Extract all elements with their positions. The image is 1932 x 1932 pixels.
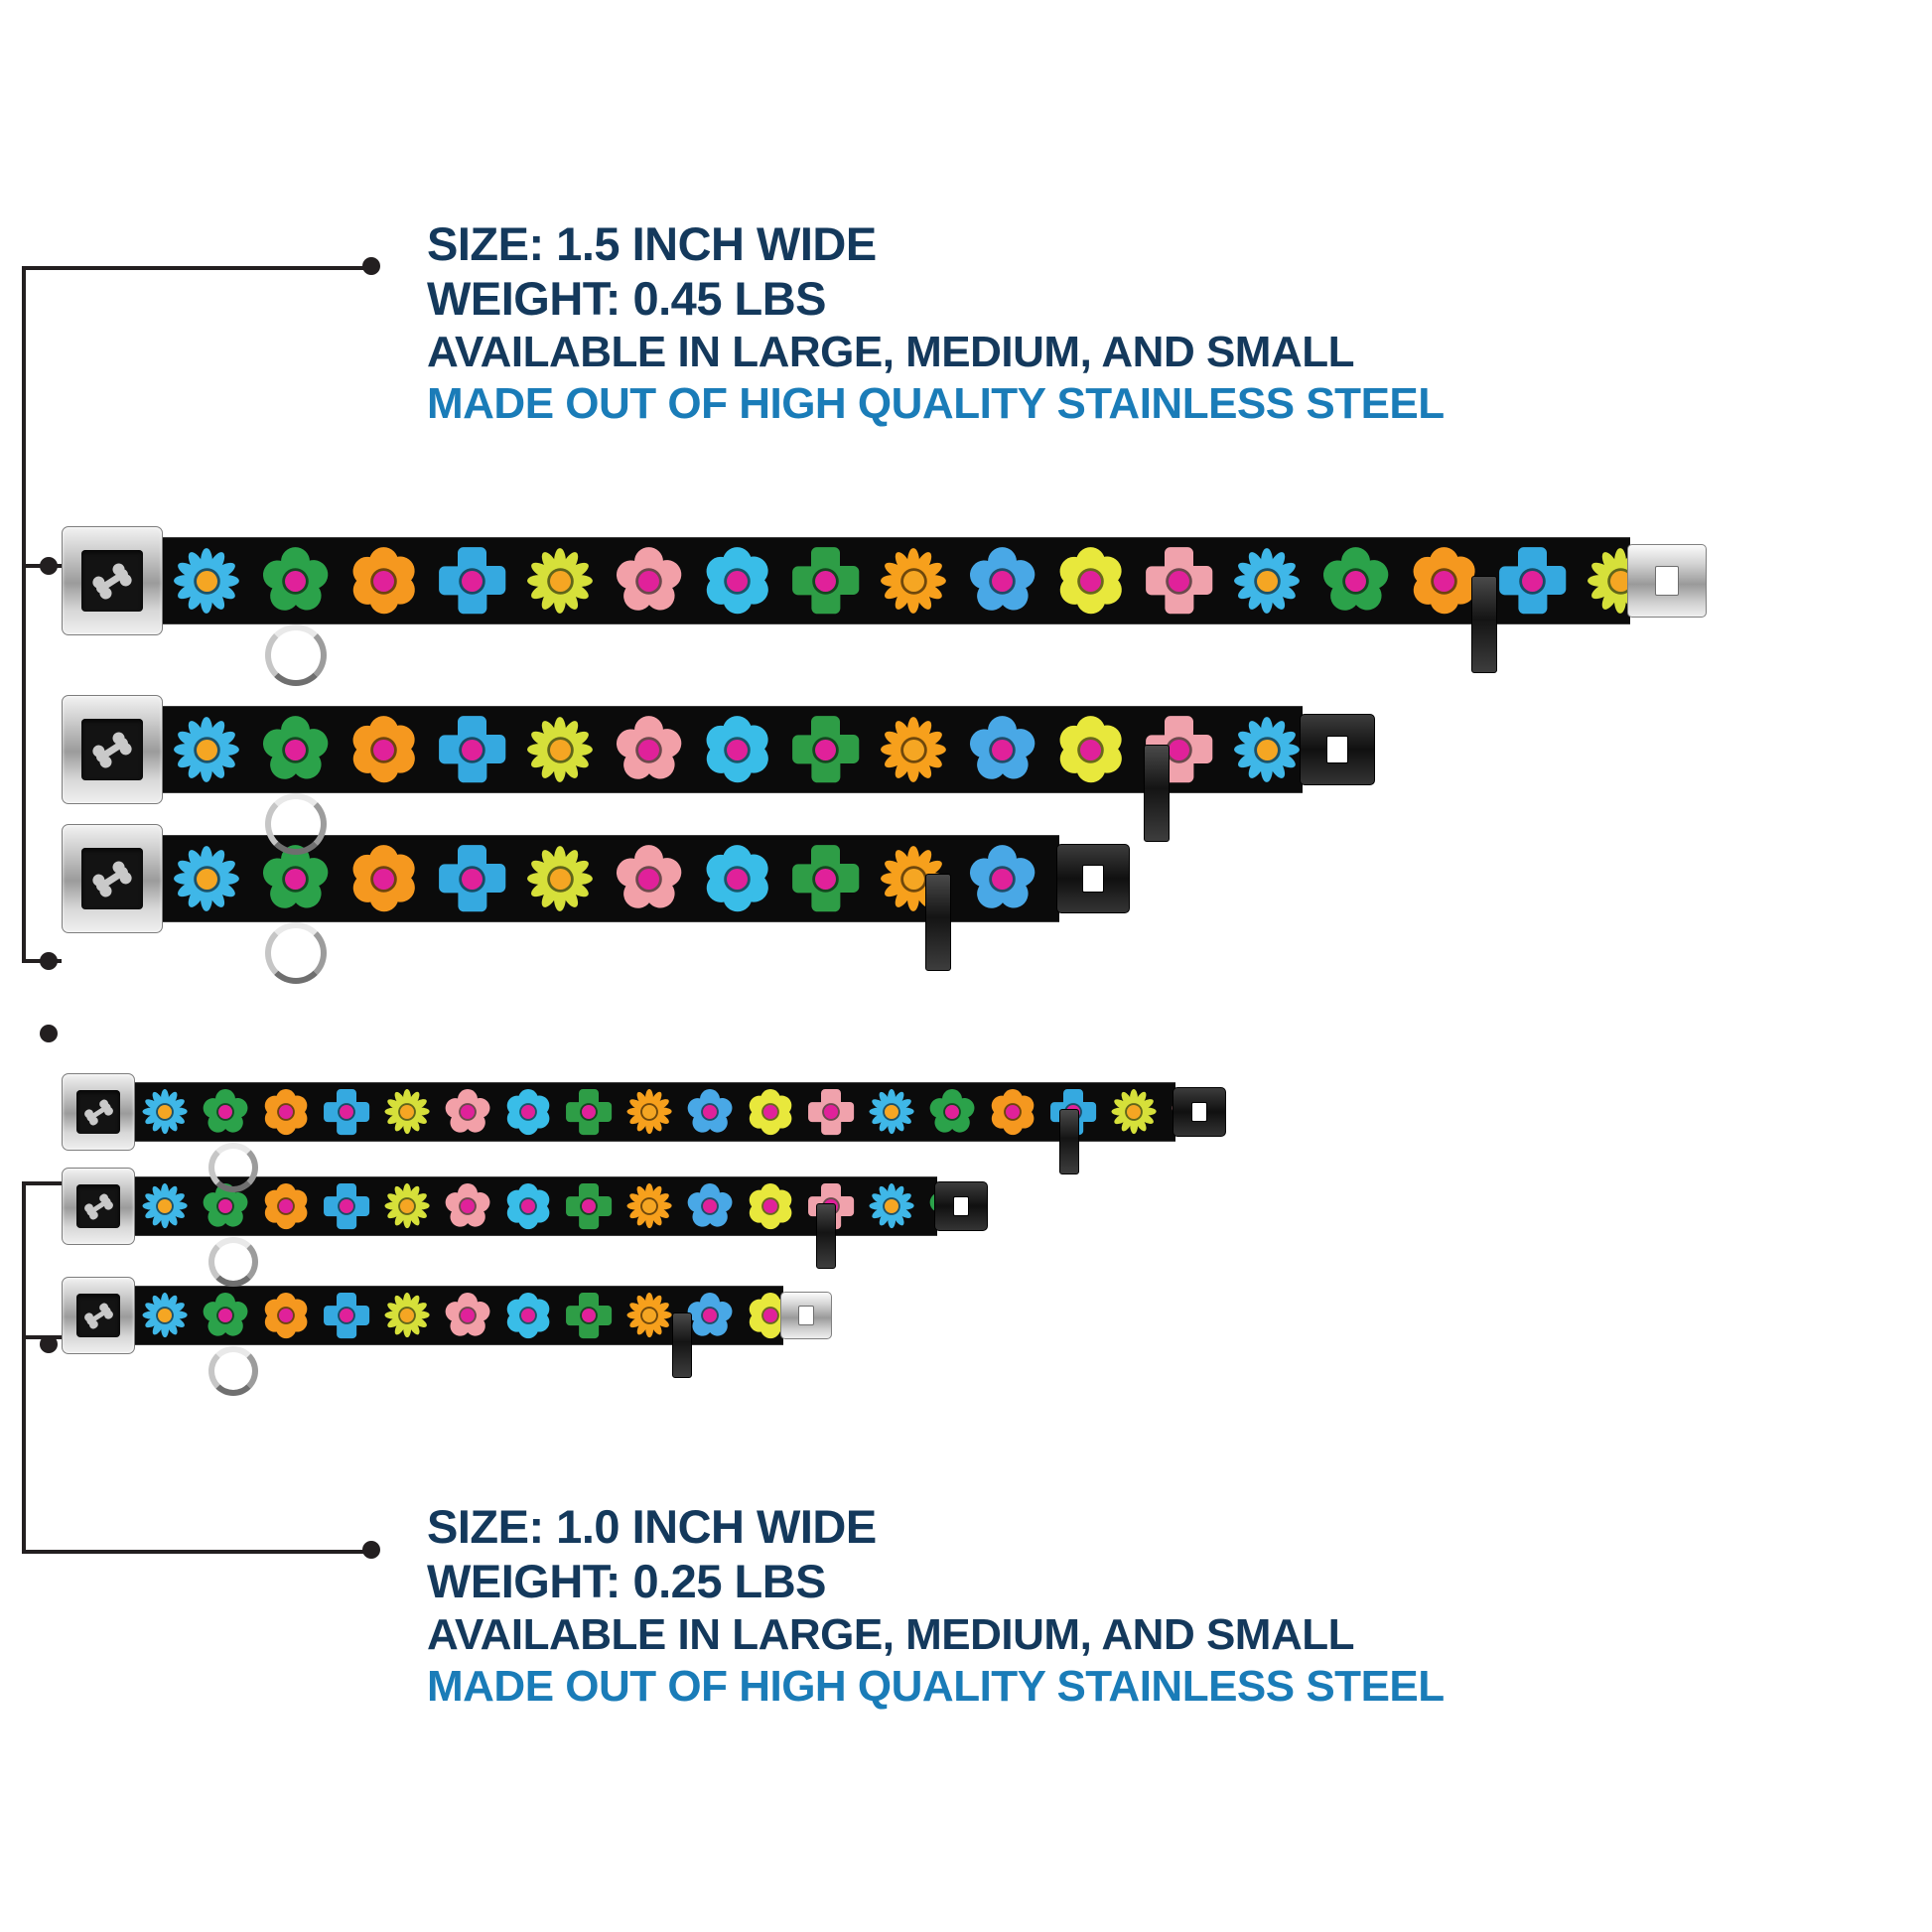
flower-motif	[565, 1182, 613, 1230]
flower-motif	[504, 1292, 552, 1339]
flower-motif	[262, 1088, 310, 1136]
leader-dot-large-10	[40, 1025, 58, 1042]
flower-motif	[1409, 546, 1478, 616]
flower-motif	[625, 1182, 673, 1230]
flower-motif	[702, 715, 771, 784]
flower-motif	[1320, 546, 1390, 616]
flower-motif	[172, 715, 241, 784]
flower-motif	[260, 715, 330, 784]
flower-motif	[383, 1182, 431, 1230]
spec-weight-label: WEIGHT: 0.45 LBS	[427, 272, 827, 326]
leader-dot-bottom-callout	[362, 1541, 380, 1559]
tongue[interactable]	[1300, 714, 1375, 785]
flower-motif	[747, 1182, 794, 1230]
flower-motif	[323, 1292, 370, 1339]
flower-motif	[262, 1182, 310, 1230]
keeper-slider[interactable]	[1059, 1109, 1079, 1174]
spec-block-large	[427, 216, 1445, 430]
leader-dot-small-15	[40, 952, 58, 970]
flower-motif	[1110, 1088, 1158, 1136]
flower-motif	[348, 546, 418, 616]
keeper-slider[interactable]	[816, 1203, 836, 1269]
flower-motif	[565, 1088, 613, 1136]
spec-material-label: MADE OUT OF HIGH QUALITY STAINLESS STEEL	[427, 1661, 1445, 1711]
buckle[interactable]	[62, 1073, 135, 1151]
flower-motif	[747, 1292, 783, 1339]
flower-motif	[989, 1088, 1036, 1136]
d-ring[interactable]	[208, 1143, 258, 1192]
flower-motif	[879, 715, 948, 784]
flower-motif	[614, 546, 683, 616]
buckle[interactable]	[62, 824, 163, 933]
tongue[interactable]	[1056, 844, 1130, 913]
flower-motif	[1055, 715, 1125, 784]
flower-motif	[437, 546, 506, 616]
bone-icon	[99, 869, 125, 889]
tongue[interactable]	[934, 1181, 988, 1231]
flower-motif	[807, 1088, 855, 1136]
spec-availability-label: AVAILABLE IN LARGE, MEDIUM, AND SMALL	[427, 1609, 1354, 1659]
flower-motif	[172, 546, 241, 616]
flower-motif	[323, 1182, 370, 1230]
flower-motif	[141, 1088, 189, 1136]
flower-motif	[525, 546, 595, 616]
leader-tick-small-10	[22, 1335, 62, 1339]
strap	[161, 706, 1303, 793]
spec-availability-label: AVAILABLE IN LARGE, MEDIUM, AND SMALL	[427, 327, 1354, 376]
flower-motif	[747, 1088, 794, 1136]
leader-dot-top-callout	[362, 257, 380, 275]
flower-motif	[614, 715, 683, 784]
tongue[interactable]	[1627, 544, 1707, 618]
flower-motif	[967, 546, 1036, 616]
flower-motif	[686, 1182, 734, 1230]
flower-motif	[437, 715, 506, 784]
keeper-slider[interactable]	[1144, 745, 1170, 842]
buckle[interactable]	[62, 1277, 135, 1354]
flower-motif	[565, 1292, 613, 1339]
flower-motif	[202, 1088, 249, 1136]
buckle-window	[81, 719, 143, 780]
flower-pattern	[161, 538, 1630, 623]
strap	[133, 1082, 1175, 1142]
flower-motif	[437, 844, 506, 913]
flower-motif	[868, 1088, 915, 1136]
flower-motif	[383, 1292, 431, 1339]
leader-line-vertical-bottom	[22, 1181, 26, 1554]
bone-icon	[99, 740, 125, 759]
bone-icon	[89, 1309, 108, 1323]
tongue-slot	[1191, 1102, 1207, 1122]
flower-motif	[790, 546, 860, 616]
flower-motif	[790, 844, 860, 913]
buckle-window	[76, 1090, 120, 1134]
strap	[161, 537, 1630, 624]
flower-motif	[141, 1182, 189, 1230]
spec-weight-label: WEIGHT: 0.25 LBS	[427, 1555, 827, 1608]
flower-motif	[928, 1088, 976, 1136]
d-ring[interactable]	[265, 624, 327, 686]
leader-tick-medium-10	[22, 1181, 62, 1185]
bone-icon	[89, 1199, 108, 1214]
flower-motif	[383, 1088, 431, 1136]
tongue-slot	[1082, 865, 1104, 893]
flower-motif	[879, 546, 948, 616]
tongue-slot	[953, 1196, 969, 1216]
spec-size-label: SIZE: 1.0 INCH WIDE	[427, 1500, 877, 1553]
leader-line-horizontal-bottom	[22, 1550, 369, 1554]
flower-motif	[1232, 546, 1302, 616]
flower-motif	[967, 844, 1036, 913]
flower-motif	[702, 546, 771, 616]
flower-motif	[323, 1088, 370, 1136]
flower-pattern	[133, 1083, 1175, 1141]
flower-motif	[172, 844, 241, 913]
spec-size-label: SIZE: 1.5 INCH WIDE	[427, 217, 877, 270]
flower-motif	[868, 1182, 915, 1230]
flower-motif	[444, 1088, 491, 1136]
flower-motif	[262, 1292, 310, 1339]
tongue[interactable]	[780, 1292, 832, 1339]
buckle-window	[81, 848, 143, 909]
buckle[interactable]	[62, 695, 163, 804]
flower-motif	[348, 715, 418, 784]
tongue-slot	[1655, 566, 1679, 596]
flower-motif	[348, 844, 418, 913]
tongue-slot	[798, 1306, 814, 1325]
flower-motif	[504, 1088, 552, 1136]
flower-motif	[790, 715, 860, 784]
flower-motif	[625, 1292, 673, 1339]
flower-motif	[686, 1292, 734, 1339]
flower-motif	[625, 1088, 673, 1136]
flower-motif	[504, 1182, 552, 1230]
keeper-slider[interactable]	[1471, 576, 1497, 673]
leader-line-horizontal-top	[22, 266, 369, 270]
d-ring[interactable]	[265, 922, 327, 984]
spec-material-label: MADE OUT OF HIGH QUALITY STAINLESS STEEL	[427, 378, 1445, 428]
keeper-slider[interactable]	[925, 874, 951, 971]
flower-motif	[967, 715, 1036, 784]
flower-motif	[1144, 546, 1213, 616]
flower-motif	[686, 1088, 734, 1136]
flower-pattern	[161, 707, 1303, 792]
buckle-window	[76, 1294, 120, 1337]
buckle-window	[76, 1184, 120, 1228]
flower-motif	[260, 546, 330, 616]
buckle[interactable]	[62, 1168, 135, 1245]
tongue-slot	[1326, 736, 1348, 763]
flower-motif	[614, 844, 683, 913]
spec-block-small	[427, 1499, 1445, 1713]
d-ring[interactable]	[265, 793, 327, 855]
flower-motif	[1232, 715, 1302, 784]
flower-motif	[702, 844, 771, 913]
keeper-slider[interactable]	[672, 1312, 692, 1378]
buckle[interactable]	[62, 526, 163, 635]
tongue[interactable]	[1173, 1087, 1226, 1137]
d-ring[interactable]	[208, 1346, 258, 1396]
bone-icon	[89, 1105, 108, 1120]
leader-dot-large	[40, 557, 58, 575]
flower-motif	[444, 1182, 491, 1230]
flower-motif	[525, 715, 595, 784]
flower-motif	[444, 1292, 491, 1339]
flower-motif	[1586, 546, 1630, 616]
flower-motif	[1055, 546, 1125, 616]
bone-icon	[99, 571, 125, 591]
flower-motif	[202, 1292, 249, 1339]
buckle-window	[81, 550, 143, 612]
flower-motif	[141, 1292, 189, 1339]
flower-motif	[1497, 546, 1567, 616]
d-ring[interactable]	[208, 1237, 258, 1287]
leader-line-vertical-top	[22, 268, 26, 963]
flower-motif	[525, 844, 595, 913]
